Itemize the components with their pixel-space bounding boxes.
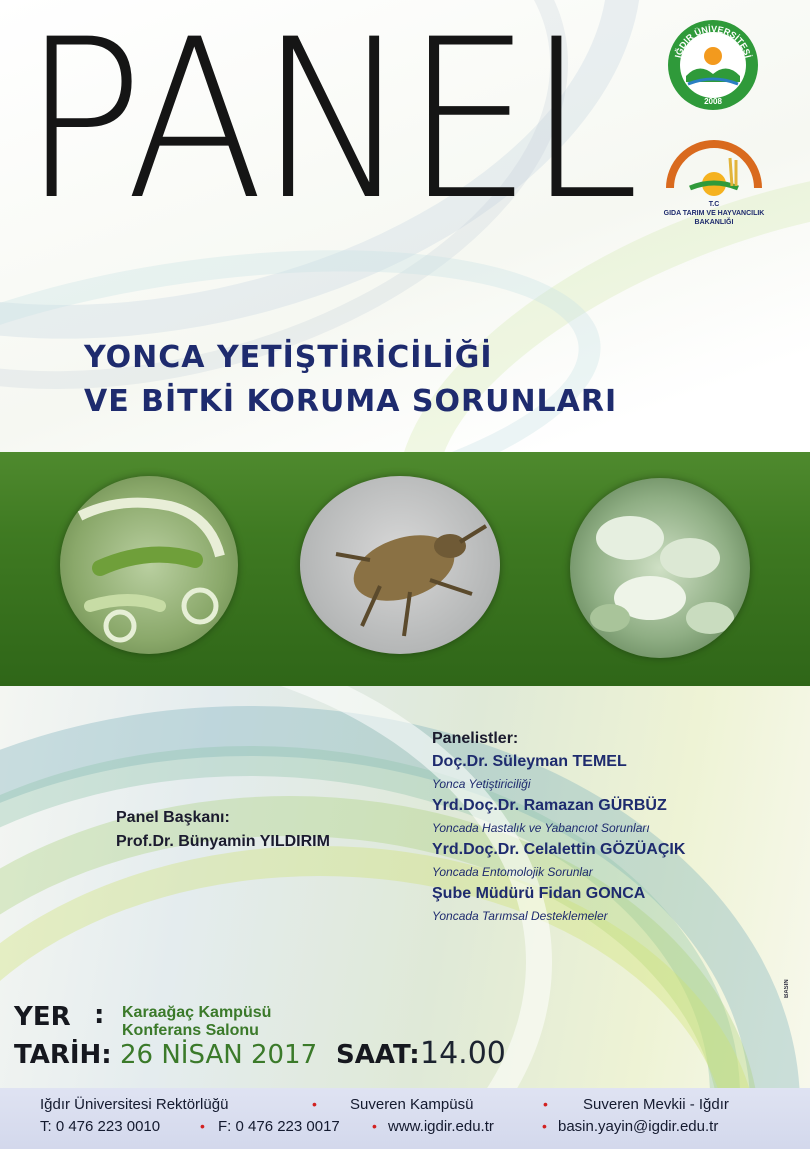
- venue-label: YER: [14, 1002, 71, 1032]
- venue-colon: :: [94, 1000, 105, 1030]
- panelist-topic: Yonca Yetiştiriciliği: [432, 777, 531, 791]
- basin-side-mark: BASIN: [784, 979, 790, 998]
- panel-chair-label: Panel Başkanı:: [116, 809, 230, 826]
- panel-chair-name: Prof.Dr. Bünyamin YILDIRIM: [116, 833, 330, 850]
- panelist-name: Doç.Dr. Süleyman TEMEL: [432, 753, 627, 770]
- footer-location: Suveren Mevkii - Iğdır: [583, 1096, 729, 1113]
- date-label: TARİH:: [14, 1040, 112, 1070]
- university-logo-year: 2008: [704, 97, 722, 106]
- panel-chair: [116, 806, 330, 854]
- footer-fax: F: 0 476 223 0017: [218, 1118, 340, 1135]
- footer-bullet: •: [200, 1118, 205, 1134]
- subtitle: [84, 336, 617, 424]
- footer-institution: Iğdır Üniversitesi Rektörlüğü: [40, 1096, 229, 1113]
- venue-line-1: Karaağaç Kampüsü: [122, 1004, 272, 1021]
- panelist-name: Yrd.Doç.Dr. Ramazan GÜRBÜZ: [432, 797, 667, 814]
- ministry-logo-line2: GIDA TARIM VE HAYVANCILIK: [663, 210, 765, 217]
- larva-photo: [60, 476, 238, 654]
- ministry-logo-line3: BAKANLIĞI: [694, 219, 734, 226]
- panelists: [432, 728, 685, 926]
- panelist-topic: Yoncada Entomolojik Sorunlar: [432, 865, 593, 879]
- panelist-name: Yrd.Doç.Dr. Celalettin GÖZÜAÇIK: [432, 841, 686, 858]
- panelists-heading: Panelistler:: [432, 730, 519, 747]
- footer-bullet: •: [372, 1118, 377, 1134]
- ministry-logo: [660, 128, 768, 228]
- footer-campus: Suveren Kampüsü: [350, 1096, 474, 1113]
- weevil-photo: [300, 476, 500, 654]
- venue-value: [122, 1004, 271, 1040]
- venue-line-2: Konferans Salonu: [122, 1022, 259, 1039]
- date-value: 26 NİSAN 2017: [120, 1040, 318, 1070]
- footer-email[interactable]: basin.yayin@igdir.edu.tr: [558, 1118, 719, 1135]
- panelist-name: Şube Müdürü Fidan GONCA: [432, 885, 646, 902]
- alfalfa-field-banner: [0, 452, 810, 686]
- footer-website[interactable]: www.igdir.edu.tr: [388, 1118, 494, 1135]
- university-logo-text: IĞDIR ÜNİVERSİTESİ: [672, 23, 754, 59]
- footer-bullet: •: [312, 1096, 317, 1112]
- ministry-logo-line1: T.C: [708, 201, 720, 208]
- footer-phone: T: 0 476 223 0010: [40, 1118, 161, 1135]
- panelist-topic: Yoncada Tarımsal Desteklemeler: [432, 909, 608, 923]
- subtitle-line-2: VE BİTKİ KORUMA SORUNLARI: [84, 384, 618, 419]
- panelist-topic: Yoncada Hastalık ve Yabancıot Sorunları: [432, 821, 650, 835]
- footer: [0, 1088, 810, 1149]
- time-value: 14.00: [420, 1036, 506, 1071]
- panel-title: PANEL: [22, 0, 635, 248]
- subtitle-line-1: YONCA YETİŞTİRİCİLİĞİ: [84, 340, 493, 375]
- university-logo: [666, 18, 760, 112]
- footer-bullet: •: [543, 1096, 548, 1112]
- time-label: SAAT:: [336, 1040, 420, 1070]
- footer-bullet: •: [542, 1118, 547, 1134]
- diseased-plant-photo: [570, 478, 750, 658]
